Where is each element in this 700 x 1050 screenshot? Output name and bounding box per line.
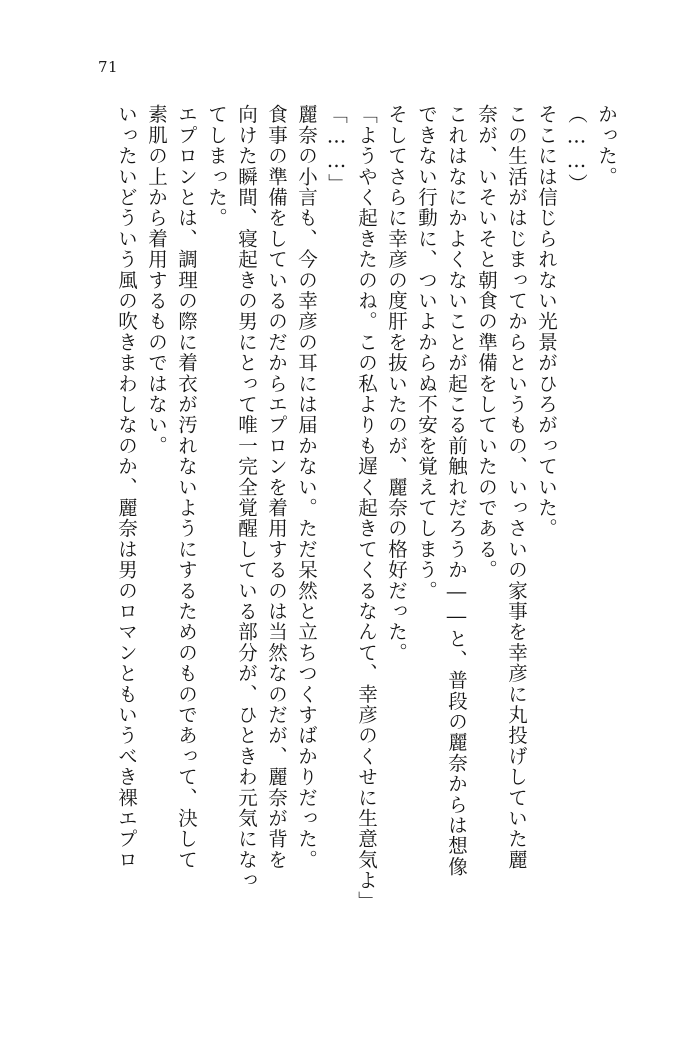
text-column: そこには信じられない光景がひろがっていた。 (535, 104, 558, 539)
text-column: できない行動に、ついよからぬ不安を覚えてしまう。 (415, 104, 438, 601)
text-column: 「ようやく起きたのね。この私よりも遅く起きてくるなんて、幸彦のくせに生意気よ」 (355, 104, 378, 912)
text-column: （……） (565, 104, 588, 194)
text-column: 麗奈の小言も、今の幸彦の耳には届かない。ただ呆然と立ちつくすばかりだった。 (295, 104, 318, 870)
text-column: この生活がはじまってからというもの、いっさいの家事を幸彦に丸投げしていた麗 (505, 104, 528, 870)
text-column: そしてさらに幸彦の度肝を抜いたのが、麗奈の格好だった。 (385, 104, 408, 663)
text-column: 素肌の上から着用するものではない。 (145, 104, 168, 456)
text-column: 奈が、いそいそと朝食の準備をしていたのである。 (475, 104, 498, 581)
text-column: てしまった。 (205, 104, 228, 229)
text-column: これはなにかよくないことが起こる前触れだろうか――と、普段の麗奈からは想像 (445, 104, 468, 877)
text-column: いったいどういう風の吹きまわしなのか、麗奈は男のロマンともいうべき裸エプロ (115, 104, 138, 870)
vertical-text-body (96, 104, 616, 984)
text-column: 向けた瞬間、寝起きの男にとって唯一完全覚醒している部分が、ひときわ元気になっ (235, 104, 258, 891)
text-column: エプロンとは、調理の際に着衣が汚れないようにするためのものであって、決して (175, 104, 198, 870)
text-column: 食事の準備をしているのだからエプロンを着用するのは当然なのだが、麗奈が背を (265, 104, 288, 870)
page-number: 71 (98, 58, 119, 76)
text-column: 「……」 (325, 104, 348, 194)
text-column: かった。 (595, 104, 618, 187)
